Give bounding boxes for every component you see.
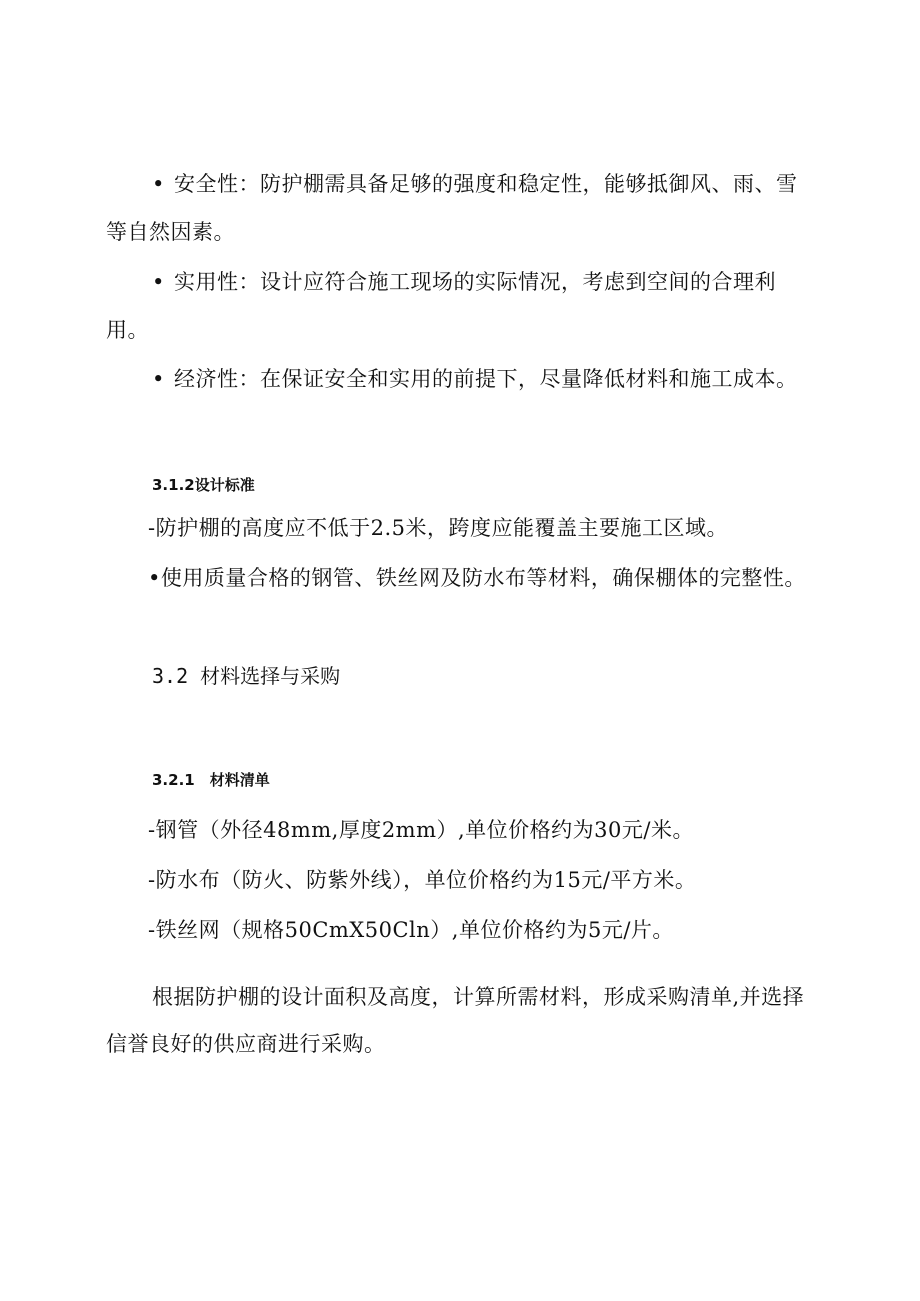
bullet-icon: • — [152, 172, 165, 196]
principle-practicality-line1 — [152, 268, 776, 296]
procurement-paragraph-line2: 信誉良好的供应商进行采购。 — [106, 1032, 386, 1056]
standard-item: •使用质量合格的钢管、铁丝网及防水布等材料，确保棚体的完整性。 — [148, 566, 806, 590]
principle-practicality-text: 实用性：设计应符合施工现场的实际情况，考虑到空间的合理利 — [174, 270, 776, 294]
principle-economy-text: 经济性：在保证安全和实用的前提下，尽量降低材料和施工成本。 — [174, 367, 798, 391]
principle-safety-line2: 等自然因素。 — [106, 220, 235, 244]
heading-3-2-1: 3.2.1 材料清单 — [152, 771, 270, 789]
principle-practicality-line2: 用。 — [106, 318, 149, 342]
heading-3-2: 3.2 材料选择与采购 — [152, 664, 341, 688]
material-item: -铁丝网（规格50CmX50Cln）,单位价格约为5元/片。 — [148, 918, 674, 942]
heading-3-1-2: 3.1.2设计标准 — [152, 476, 255, 494]
material-item: -钢管（外径48mm,厚度2mm）,单位价格约为30元/米。 — [148, 818, 694, 842]
standard-item: -防护棚的高度应不低于2.5米，跨度应能覆盖主要施工区域。 — [148, 516, 728, 540]
procurement-paragraph-line1: 根据防护棚的设计面积及高度，计算所需材料，形成采购清单,并选择 — [152, 985, 805, 1009]
principle-safety-text: 安全性：防护棚需具备足够的强度和稳定性，能够抵御风、雨、雪 — [174, 172, 798, 196]
bullet-icon: • — [152, 270, 165, 294]
principle-safety-line1 — [152, 170, 798, 198]
principle-economy-line1 — [152, 365, 798, 393]
bullet-icon: • — [152, 367, 165, 391]
material-item: -防水布（防火、防紫外线），单位价格约为15元/平方米。 — [148, 868, 697, 892]
